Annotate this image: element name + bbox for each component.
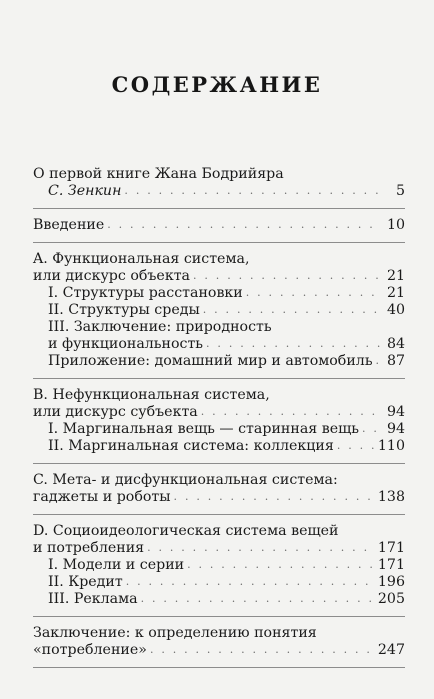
toc-entry bbox=[33, 285, 405, 302]
toc-entry-label: II. Маргинальная система: коллекция bbox=[48, 438, 334, 454]
dot-leader bbox=[193, 269, 380, 282]
section-divider bbox=[33, 208, 405, 209]
toc-section bbox=[33, 251, 405, 379]
toc-entry-label: гаджеты и роботы bbox=[33, 489, 171, 505]
toc-entry bbox=[33, 523, 405, 540]
dot-leader bbox=[147, 541, 375, 554]
toc-entry bbox=[33, 268, 405, 285]
toc-entry-label: II. Структуры среды bbox=[48, 302, 200, 318]
section-divider bbox=[33, 242, 405, 243]
toc-entry-label: и потребления bbox=[33, 540, 145, 556]
toc-entry-label: или дискурс субъекта bbox=[33, 404, 198, 420]
page-title: СОДЕРЖАНИЕ bbox=[111, 72, 323, 97]
toc-entry bbox=[33, 591, 405, 608]
dot-leader bbox=[141, 592, 375, 605]
toc-entry-label: D. Социоидеологическая система вещей bbox=[33, 523, 339, 539]
toc-entry-label: С. Зенкин bbox=[48, 183, 122, 199]
dot-leader bbox=[337, 439, 375, 452]
toc-entry bbox=[33, 574, 405, 591]
toc-entry-label: I. Маргинальная вещь — старинная вещь bbox=[48, 421, 360, 437]
toc-entry-label: A. Функциональная система, bbox=[33, 251, 250, 267]
toc-entry-label: II. Кредит bbox=[48, 574, 123, 590]
toc-section bbox=[33, 166, 405, 209]
toc-entry-label: B. Нефункциональная система, bbox=[33, 387, 270, 403]
toc-entry bbox=[33, 336, 405, 353]
toc-section bbox=[33, 217, 405, 243]
toc-page-number: 110 bbox=[377, 438, 405, 454]
dot-leader bbox=[203, 303, 380, 316]
toc-page-number: 247 bbox=[377, 642, 405, 658]
dot-leader bbox=[362, 422, 380, 435]
toc-entry bbox=[33, 217, 405, 234]
toc-page-number: 5 bbox=[395, 183, 405, 199]
toc-entry-label: или дискурс объекта bbox=[33, 268, 191, 284]
toc-entry bbox=[33, 302, 405, 319]
section-divider bbox=[33, 616, 405, 617]
toc-entry-label: Заключение: к определению понятия bbox=[33, 625, 317, 641]
toc-entry bbox=[33, 489, 405, 506]
toc-entry-label: Введение bbox=[33, 217, 105, 233]
dot-leader bbox=[126, 575, 375, 588]
toc-entry bbox=[33, 404, 405, 421]
toc-entry-label: О первой книге Жана Бодрийяра bbox=[33, 166, 284, 182]
dot-leader bbox=[150, 643, 375, 656]
toc-entry bbox=[33, 438, 405, 455]
toc-page-number: 171 bbox=[377, 557, 405, 573]
toc-page-number: 171 bbox=[377, 540, 405, 556]
dot-leader bbox=[206, 337, 380, 350]
section-divider bbox=[33, 667, 405, 668]
dot-leader bbox=[246, 286, 380, 299]
toc-entry bbox=[33, 421, 405, 438]
dot-leader bbox=[107, 218, 380, 231]
toc-section bbox=[33, 472, 405, 515]
dot-leader bbox=[187, 558, 375, 571]
toc-page-number: 84 bbox=[386, 336, 405, 352]
toc-entry bbox=[33, 166, 405, 183]
section-divider bbox=[33, 514, 405, 515]
toc-entry-label: I. Модели и серии bbox=[48, 557, 185, 573]
section-divider bbox=[33, 378, 405, 379]
toc-entry bbox=[33, 183, 405, 200]
dot-leader bbox=[174, 490, 375, 503]
toc-page-number: 10 bbox=[386, 217, 405, 233]
toc-entry-label: Приложение: домашний мир и автомобиль bbox=[48, 353, 373, 369]
toc-entry bbox=[33, 642, 405, 659]
toc-entry-label: I. Структуры расстановки bbox=[48, 285, 243, 301]
toc-entry-label: C. Мета- и дисфункциональная система: bbox=[33, 472, 338, 488]
toc-entry-label: «потребление» bbox=[33, 642, 147, 658]
toc-page-number: 21 bbox=[386, 268, 405, 284]
toc-entry bbox=[33, 472, 405, 489]
toc-entry bbox=[33, 387, 405, 404]
toc-page-number: 196 bbox=[377, 574, 405, 590]
toc-page-number: 94 bbox=[386, 421, 405, 437]
toc-page-number: 87 bbox=[386, 353, 405, 369]
toc-section bbox=[33, 387, 405, 464]
toc-page-number: 138 bbox=[377, 489, 405, 505]
toc-page-number: 205 bbox=[377, 591, 405, 607]
dot-leader bbox=[124, 184, 380, 197]
toc-entry bbox=[33, 319, 405, 336]
toc-entry-label: III. Реклама bbox=[48, 591, 138, 607]
toc-entry-label: III. Заключение: природность bbox=[48, 319, 272, 335]
toc-page-number: 40 bbox=[386, 302, 405, 318]
toc-entry-label: и функциональность bbox=[48, 336, 204, 352]
dot-leader bbox=[376, 354, 380, 367]
toc-entry bbox=[33, 540, 405, 557]
toc-page-number: 21 bbox=[386, 285, 405, 301]
toc-entry bbox=[33, 625, 405, 642]
section-divider bbox=[33, 463, 405, 464]
table-of-contents bbox=[33, 166, 405, 668]
dot-leader bbox=[201, 405, 380, 418]
toc-entry bbox=[33, 251, 405, 268]
toc-section bbox=[33, 625, 405, 668]
toc-section bbox=[33, 523, 405, 617]
toc-entry bbox=[33, 557, 405, 574]
toc-page-number: 94 bbox=[386, 404, 405, 420]
toc-entry bbox=[33, 353, 405, 370]
